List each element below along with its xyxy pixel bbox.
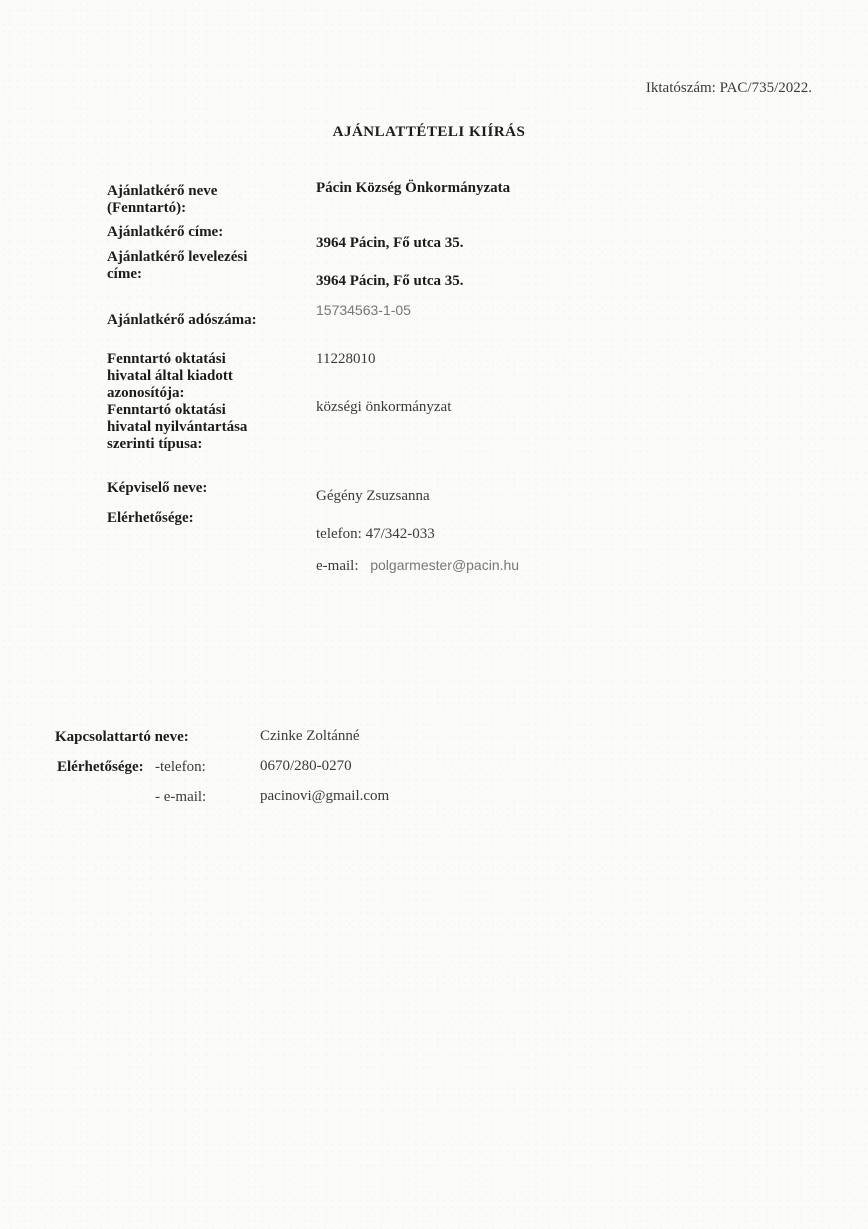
requester-email: polgarmester@pacin.hu [370,557,520,573]
requester-name-value: Pácin Község Önkormányzata [316,180,511,196]
contact-label: Elérhetősége: [107,510,194,526]
contact-phone-value: 0670/280-0270 [260,758,352,774]
representative-label: Képviselő neve: [107,480,208,496]
requester-tax-label: Ajánlatkérő adószáma: [107,312,257,328]
requester-phone: telefon: 47/342-033 [316,526,435,542]
email-prefix: e-mail: [316,558,359,574]
requester-postal-value: 3964 Pácin, Fő utca 35. [316,273,464,289]
requester-email-line [316,557,519,575]
requester-postal-label: Ajánlatkérő levelezési címe: [107,249,248,282]
requester-address-label: Ajánlatkérő címe: [107,224,224,240]
contact-reach-label: Elérhetősége: [57,759,144,775]
edu-id-value: 11228010 [316,351,376,367]
reference-number: Iktatószám: PAC/735/2022. [645,80,812,96]
contact-phone-label: -telefon: [155,759,206,775]
requester-address-value: 3964 Pácin, Fő utca 35. [316,235,464,251]
edu-type-value: községi önkormányzat [316,399,452,415]
requester-name-label: Ajánlatkérő neve (Fenntartó): [107,183,218,216]
document-title: AJÁNLATTÉTELI KIÍRÁS [332,124,526,140]
contact-person-name: Czinke Zoltánné [260,728,360,744]
contact-email-label: - e-mail: [155,789,207,805]
requester-tax-value: 15734563-1-05 [316,302,411,318]
edu-type-label: Fenntartó oktatási hivatal nyilvántartása szerinti típusa: [107,402,248,452]
contact-email-value: pacinovi@gmail.com [260,788,390,804]
representative-value: Gégény Zsuzsanna [316,488,430,504]
contact-person-label: Kapcsolattartó neve: [55,729,189,745]
edu-id-label: Fenntartó oktatási hivatal által kiadott azonosítója: [107,351,233,401]
